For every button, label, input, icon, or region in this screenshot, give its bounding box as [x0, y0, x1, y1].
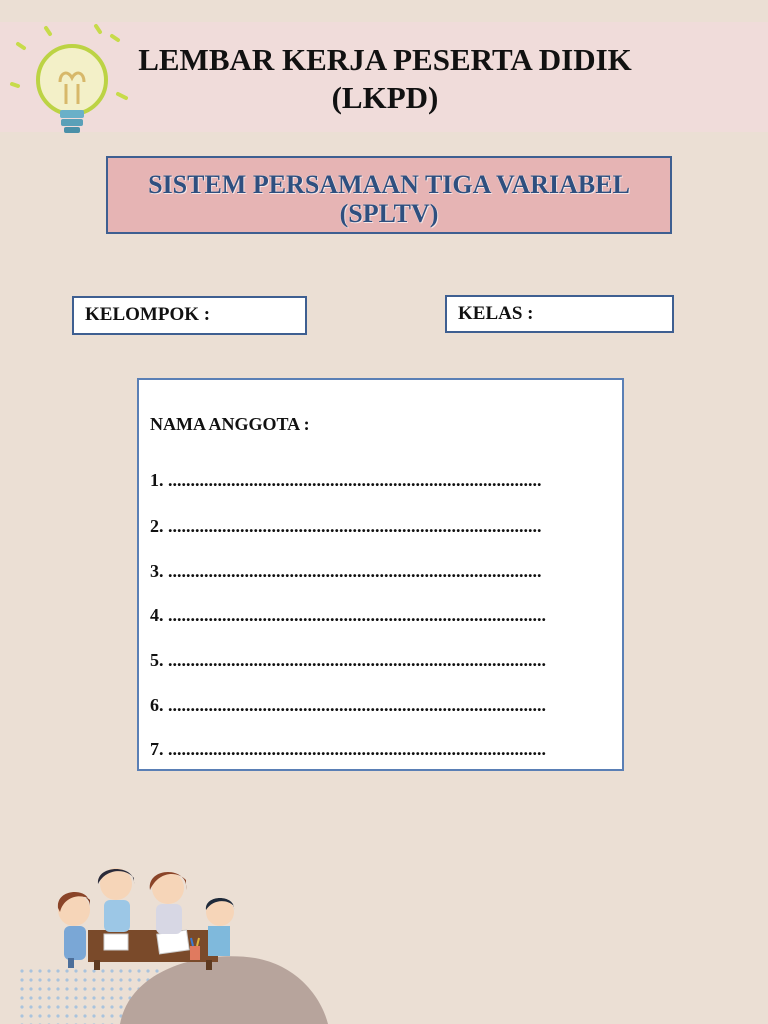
kelompok-label: KELOMPOK : — [85, 304, 211, 325]
kelas-label: KELAS : — [458, 303, 534, 324]
page-title: LEMBAR KERJA PESERTA DIDIK — [138, 42, 632, 77]
kelompok-field[interactable] — [72, 296, 307, 335]
member-line-7[interactable]: 7. .................................................................................... — [150, 739, 546, 759]
students-studying-illustration — [0, 850, 330, 1024]
members-box — [137, 378, 624, 771]
member-line-3[interactable]: 3. ................................................................................... — [150, 561, 542, 581]
topic-box — [106, 156, 672, 234]
member-line-6[interactable]: 6. .................................................................................... — [150, 695, 546, 715]
member-line-1[interactable]: 1. ................................................................................... — [150, 470, 542, 490]
kelas-field[interactable] — [445, 295, 674, 333]
members-label: NAMA ANGGOTA : — [150, 414, 310, 434]
member-line-5[interactable]: 5. .................................................................................... — [150, 650, 546, 670]
member-line-2[interactable]: 2. ................................................................................... — [150, 516, 542, 536]
topic-title: SISTEM PERSAMAAN TIGA VARIABEL — [148, 170, 630, 199]
member-line-4[interactable]: 4. .................................................................................... — [150, 605, 546, 625]
topic-abbreviation: (SPLTV) — [339, 199, 439, 228]
page-subtitle: (LKPD) — [331, 80, 439, 115]
